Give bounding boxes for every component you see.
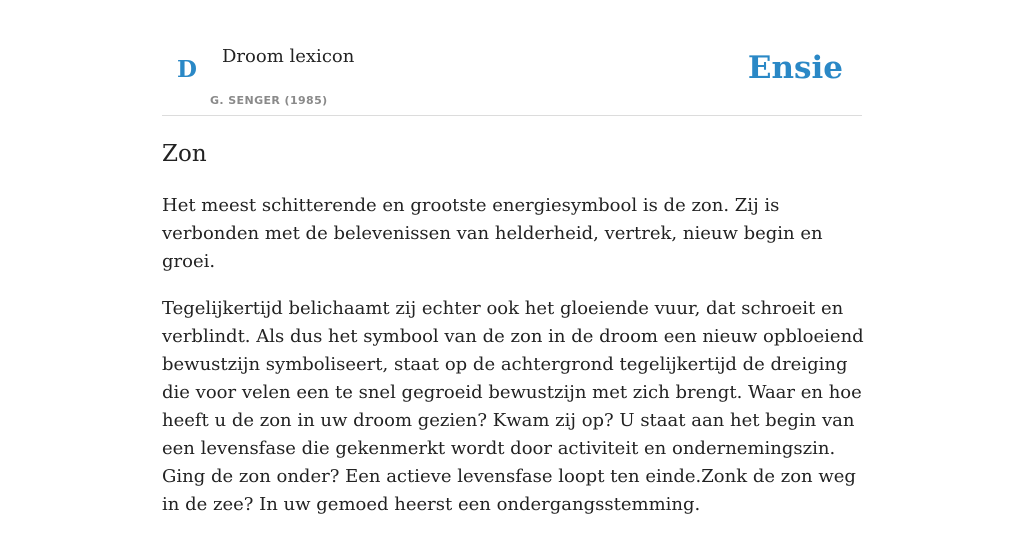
paragraph: Tegelijkertijd belichaamt zij echter ook het gloeiende vuur, dat schroeit en verblindt. Als dus het symbool van de zon in de droom een nieuw opbloeiend bewustzijn symboliseert, staat op de achtergrond tegelijkertijd de dreiging die voor velen een te snel gegroeid bewustzijn met zich brengt. Waar en hoe heeft u de zon in uw droom gezien? Kwam zij op? U staat aan het begin van een levensfase die gekenmerkt wordt door activiteit en ondernemingszin. Ging de zon onder? Een actieve levensfase loopt ten einde.Zonk de zon weg in de zee? In uw gemoed heerst een ondergangsstemming. [162, 298, 864, 515]
source-header [162, 0, 862, 116]
entry-body [162, 192, 867, 538]
paragraph: Het meest schitterende en grootste energiesymbool is de zon. Zij is verbonden met de belevenissen van helderheid, vertrek, nieuw begin en groei. [162, 195, 823, 272]
entry-title: Zon [162, 141, 207, 167]
section-letter[interactable]: D [177, 56, 197, 83]
article-page [162, 0, 864, 515]
book-title-link[interactable]: Droom lexicon [222, 46, 355, 67]
author-credit: G. SENGER (1985) [210, 94, 328, 107]
brand-logo-link[interactable]: Ensie [747, 50, 843, 86]
